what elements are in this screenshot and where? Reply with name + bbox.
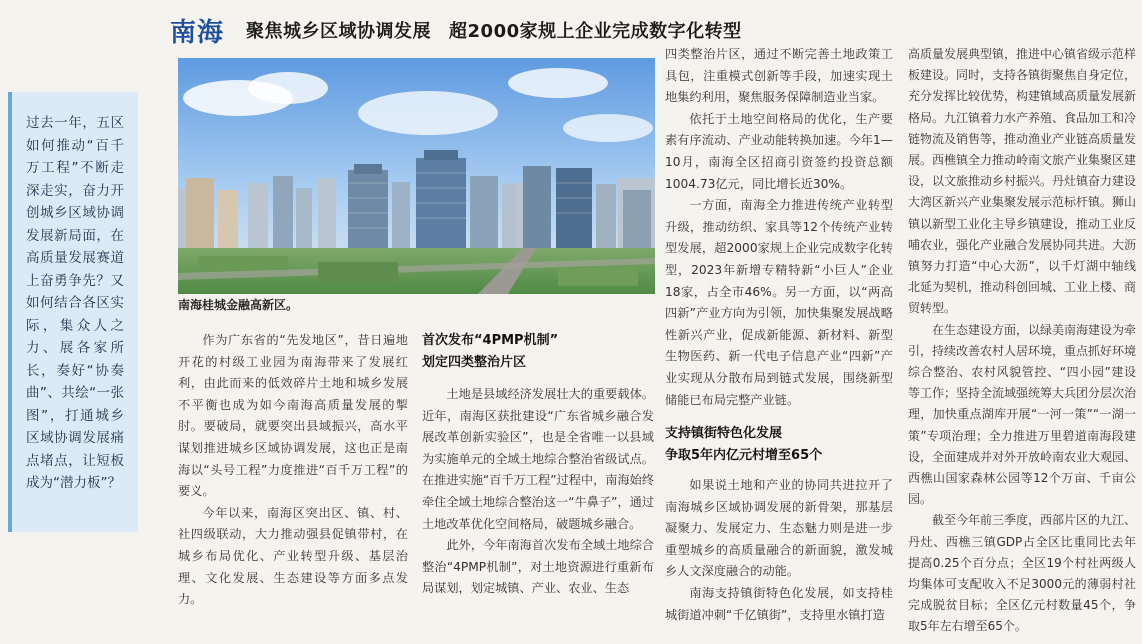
paragraph: 一方面，南海全力推进传统产业转型升级，推动纺织、家具等12个传统产业转型发展，超2000家规上企业完成数字化转型，2023年新增专精特新“小巨人”企业18家，占全市46%。另一方面，以“两高四新”产业方向为引领，加快集聚发展战略性新兴产业，促成新能源、新材料、新型生物医药、新一代电子信息产业“四新”产业实现从分散布局到链式发展，围绕新型储能已布局完整产业链。 [665, 198, 893, 407]
article-column-2 [422, 330, 654, 600]
paragraph: 土地是县域经济发展壮大的重要载体。近年，南海区获批建设“广东省城乡融合发展改革创新实验区”，也是全省唯一以县域为实施单元的全域土地综合整治省级试点。在推进实施“百千万工程”过程中，南海始终牵住全域土地综合整治这一“牛鼻子”，通过土地改革优化空间格局，破题城乡融合。 [422, 387, 655, 531]
paragraph: 此外，今年南海首次发布全域土地综合整治“4PMP机制”，对土地资源进行重新布局谋划，划定城镇、产业、农业、生态 [422, 538, 654, 596]
paragraph: 今年以来，南海区突出区、镇、村、社四级联动，大力推动强县促镇带村，在城乡布局优化、产业转型升级、基层治理、文化发展、生态建设等方面多点发力。 [178, 505, 408, 607]
city-photo [178, 58, 655, 294]
article-column-1 [178, 330, 408, 611]
paragraph: 高质量发展典型镇，推进中心镇省级示范样板建设。同时，支持各镇街聚焦自身定位，充分发挥比较优势，构建镇域高质量发展新格局。九江镇着力水产养殖、食品加工和冷链物流及销售等，推动渔业产业链高质量发展。西樵镇全力推动岭南文旅产业集聚区建设，以文旅推动乡村振兴。丹灶镇奋力建设大湾区新兴产业集聚发展示范标杆镇。狮山镇以新型工业化主导乡镇建设，推动工业反哺农业，强化产业融合发展协同共进。大沥镇努力打造“中心大沥”，以千灯湖中轴线北延为契机，推动科创回城、工业上楼、商贸转型。 [908, 47, 1137, 316]
paragraph: 依托于土地空间格局的优化，生产要素有序流动、产业动能转换加速。今年1—10月，南海全区招商引资签约投资总额1004.73亿元，同比增长近30%。 [665, 111, 893, 191]
paragraph: 作为广东省的“先发地区”，昔日遍地开花的村级工业园为南海带来了发展红利，由此而来的低效碎片土地和城乡发展不平衡也成为如今南海高质量发展的掣肘。要破局，就要突出县域振兴，高水平谋划推进城乡区域协调发展，这也正是南海以“头号工程”力度推进“百千万工程”的要义。 [178, 333, 408, 499]
headline-part-1: 聚焦城乡区域协调发展 [246, 21, 432, 42]
paragraph: 截至今年前三季度，西部片区的九江、丹灶、西樵三镇GDP占全区比重同比去年提高0.25个百分点；全区19个村社两级人均集体可支配收入不足3000元的薄弱村社完成脱贫目标；全区亿元村数量45个，争取5年左右增至65个。 [908, 513, 1137, 634]
subheading: 首次发布“4PMP机制” [422, 333, 559, 348]
paragraph: 如果说土地和产业的协同共进拉开了南海城乡区域协调发展的新骨架，那基层凝聚力、发展定力、生态魅力则是进一步重塑城乡的高质量融合的新面貌，激发城乡人文深度融合的动能。 [665, 478, 893, 579]
section-tag: 南海 [170, 17, 225, 48]
headline-part-2: 超2000家规上企业完成数字化转型 [449, 21, 742, 42]
subheading: 划定四类整治片区 [422, 355, 527, 370]
paragraph: 在生态建设方面，以绿美南海建设为牵引，持续改善农村人居环境，重点抓好环境综合整治、农村风貌管控、“四小园”建设等工作；坚持全流域强统筹大兵团分层次治理，加快重点湖库开展“一河一策”“一湖一策”专项治理；全力推进万里碧道南海段建设，全面建成并对外开放岭南农业大观园、西樵山国家森林公园等12个万亩、千亩公园。 [908, 322, 1137, 507]
article-column-4 [908, 44, 1136, 638]
lead-text: 过去一年，五区如何推动“百千万工程”不断走深走实，奋力开创城乡区域协调发展新局面，在高质量发展赛道上奋勇争先？又如何结合各区实际，集众人之力、展各家所长，奏好“协奏曲”、共绘“一张图”，打通城乡区域协调发展痛点堵点，让短板成为“潜力板”？ [26, 115, 124, 491]
article-column-3 [665, 44, 893, 626]
skyline-illustration [178, 58, 655, 294]
subheading: 争取5年内亿元村增至65个 [665, 448, 823, 464]
paragraph: 四类整治片区，通过不断完善土地政策工具包，注重模式创新等手段，加速实现土地集约利用，聚焦服务保障制造业当家。 [665, 47, 893, 105]
subheading: 支持镇街特色化发展 [665, 426, 783, 442]
headline [246, 17, 742, 43]
photo-caption: 南海桂城金融高新区。 [178, 298, 299, 312]
paragraph: 南海支持镇街特色化发展，如支持桂城街道冲刺“千亿镇街”，支持里水镇打造 [665, 586, 893, 622]
